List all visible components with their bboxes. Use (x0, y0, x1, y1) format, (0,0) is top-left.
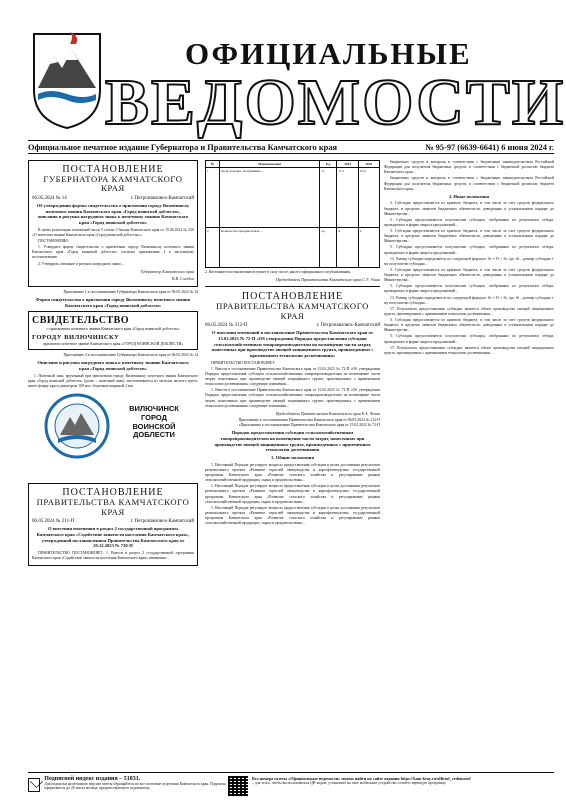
qr-code-icon[interactable] (228, 776, 248, 796)
paragraph: 3. Субсидия предоставляется из краевого бюджета, в том числе за счет средств федерального бюджета, в пределах лимитов бюджетных обязательств, доведенных в установленном порядке до Министерства... (384, 229, 554, 244)
paragraph: 1. Настоящий Порядок регулирует вопросы предоставления субсидии в целях достижения результатов регионального проекта «Развитие отраслей овощеводства и картофелеводства» государственной программы Камчатского края «Развитие сельского хозяйства и регулирование рынков сельскохозяйственной продукции, сырья и продовольствия»... (205, 484, 380, 504)
cert-title: СВИДЕТЕЛЬСТВО (32, 315, 130, 327)
doc-head: ПОСТАНОВЛЕНИЕ (62, 164, 164, 175)
section-title: 2. Иные положения (448, 193, 490, 199)
doc-sub: ГУБЕРНАТОРА КАМЧАТСКОГО КРАЯ (43, 174, 183, 194)
table-cell: ед. (320, 228, 337, 268)
order-title: Порядок предоставления субсидии сельскохозяйственным товаропроизводителям на возмещение части затрат, понесенных при производстве овощей защищенного грунта, произведенных с применением технологии досвечивания (214, 430, 371, 453)
middle-column (205, 160, 380, 527)
title-top: ОФИЦИАЛЬНЫЕ (185, 36, 472, 71)
table-header: № (206, 161, 220, 168)
table-row (206, 228, 380, 268)
cert-sub: о присвоении почетного звания Камчатского края «Город воинской доблести» (46, 326, 180, 332)
paragraph: ПРАВИТЕЛЬСТВО ПОСТАНОВЛЯЕТ: 1. Внести в раздел 2 государственной программы Камчатского края «Содействие занятости населения Камчатского края» изменения... (32, 551, 194, 561)
badge-caption: ВИЛЮЧИНСК ГОРОД ВОИНСКОЙ ДОБЛЕСТИ (129, 404, 179, 440)
paragraph: 17. Результатом предоставления субсидии является объем производства овощей защищенного грунта, произведенных с применением технологии досвечивания... (384, 306, 554, 316)
footer-online (228, 773, 554, 798)
cert-award: присвоено почетное звание Камчатского края «ГОРОД ВОИНСКОЙ ДОБЛЕСТИ» (42, 341, 184, 347)
doc-text (205, 361, 380, 409)
certificate (28, 311, 198, 350)
title-main: ВЕДОМОСТИ (105, 66, 566, 139)
doc-meta (32, 519, 194, 524)
paragraph: 5. Субсидия предоставляется получателям субсидии, отобранным по результатам отбора, проводимого в форме запроса предложений... (384, 284, 554, 294)
online-note: – для этого, чтобы воспользоваться QR-кодом, установите на свое мобильное устройство соответствующую программу. (252, 781, 447, 785)
badge-emblem-icon (44, 393, 110, 459)
issue-number: № 95-97 (6639-6641) 6 июня 2024 г. (425, 142, 554, 152)
table-header: 2024 (337, 161, 358, 168)
cert-city: ГОРОДУ ВИЛЮЧИНСКУ (32, 334, 120, 342)
paragraph: 1. Внести в постановление Правительства Камчатского края от 15.02.2023 № 72-П «Об утверждении Порядка предоставления субсидии сельскохозяйственным товаропроизводителям на возмещение части затрат, понесенных при производстве овощей защищенного грунта, произведенных с применением технологии досвечивания» следующие изменения... (205, 366, 380, 387)
paragraph: 2. Утвердить описание и рисунок нагрудного знака ... (38, 261, 125, 266)
doc-sub: ПРАВИТЕЛЬСТВА КАМЧАТСКОГО КРАЯ (216, 301, 369, 321)
subscribe-note: Для подписки на печатную версию газеты обращайтесь во все почтовые отделения Камчатского края. Подписка оформляется до 26 числа месяца, предшествующего подписному. (44, 782, 226, 790)
paragraph: 13. Размер субсидии определяется по следующей формуле: Si = Vi × St, где: Si – размер субсидии i-му получателю субсидии... (384, 295, 554, 305)
table-cell: Количество приоритетных ... (219, 228, 320, 268)
doc-date: 06.05.2024 № 211-П (32, 519, 75, 525)
table-cell: 19,0 (358, 168, 379, 228)
paragraph: 3. Субсидия предоставляется из краевого бюджета, в том числе за счет средств федерального бюджета, в пределах лимитов бюджетных обязательств, доведенных в установленном порядке до Министерства... (384, 318, 554, 333)
appendix2-note: Приложение 2 к постановлению Губернатора Камчатского края от 06.05.2024 № 14 (63, 353, 198, 358)
doc-text (384, 160, 554, 192)
governor-decree (28, 160, 198, 287)
doc-city: г. Петропавловск-Камчатский (130, 195, 194, 201)
appendix-note-2: «Приложение к постановлению Правительства Камчатского края от 15.02.2023 № 72-П (238, 422, 380, 427)
paragraph: 13. Размер субсидии определяется по следующей формуле: Si = Vi × St, где: Si – размер субсидии i-му получателю субсидии... (384, 256, 554, 266)
table-cell: 1 (206, 168, 220, 228)
form-title: Форма свидетельства о присвоении городу Вилючинску почетного звания Камчатского края «Город воинской доблести» (35, 296, 191, 308)
section-title: 1. Общие положения (271, 455, 314, 461)
table-row (206, 168, 380, 228)
order-text (205, 463, 380, 527)
paragraph: 5. Субсидия предоставляется получателям субсидии, отобранным по результатам отбора, проводимого в форме запроса предложений... (384, 245, 554, 255)
desc-text (28, 374, 198, 389)
table-cell: 17,1 (337, 168, 358, 228)
doc-title: Об утверждении формы свидетельства о присвоении городу Вилючинску почетного звания Камчатского края «Город воинской доблести», описания и рисунка нагрудного знака к почетному званию Камчатского края «Город воинской доблести» (36, 202, 190, 226)
left-column (28, 160, 198, 566)
government-decree-211 (28, 483, 198, 566)
doc-city: г. Петропавловск-Камчатский (316, 323, 380, 329)
doc-text (32, 551, 194, 561)
paragraph: 5. Субсидия предоставляется получателям субсидии, отобранным по результатам отбора, проводимого в форме запроса предложений... (384, 334, 554, 344)
kamchatka-emblem-icon (30, 30, 104, 130)
table-cell: 4 (358, 228, 379, 268)
online-text: Все номера газеты «Официальные ведомости» можно найти на сайте издания https://kam-kray.ru/official_vedomosti/ (252, 776, 471, 781)
paragraph: 1. Настоящий Порядок регулирует вопросы предоставления субсидии в целях достижения результатов регионального проекта «Развитие отраслей овощеводства и картофелеводства» государственной программы Камчатского края «Развитие сельского хозяйства и регулирование рынков сельскохозяйственной продукции, сырья и продовольствия»... (205, 505, 380, 526)
paragraph: 1. Настоящий Порядок регулирует вопросы предоставления субсидии в целях достижения результатов регионального проекта «Развитие отраслей овощеводства и картофелеводства» государственной программы Камчатского края «Развитие сельского хозяйства и регулирование рынков сельскохозяйственной продукции, сырья и продовольствия»... (205, 462, 380, 483)
footer-subscribe (28, 773, 228, 798)
indicator-table (205, 160, 380, 268)
table-header: 2025 (358, 161, 379, 168)
table-cell: 2 (206, 228, 220, 268)
paragraph: ПРАВИТЕЛЬСТВО ПОСТАНОВЛЯЕТ: (211, 360, 276, 365)
doc-text (32, 228, 194, 267)
table-note: 2. Настоящее постановление вступает в силу после дня его официального опубликования. (205, 270, 351, 274)
mail-icon (28, 778, 40, 792)
table-header-row (206, 161, 380, 168)
badge (28, 391, 198, 483)
masthead (0, 0, 566, 160)
paragraph: 3. Субсидия предоставляется из краевого бюджета, в том числе за счет средств федерального бюджета, в пределах лимитов бюджетных обязательств, доведенных в установленном порядке до Министерства... (384, 267, 554, 283)
subtitle: Официальное печатное издание Губернатора и Правительства Камчатского края (28, 142, 338, 152)
signature-role: Губернатор Камчатского края (140, 268, 194, 274)
table-cell: Доля граждан, получивших ... (219, 168, 320, 228)
subtitle-bar (28, 140, 554, 154)
doc-title: О внесении изменения в раздел 2 государственной программы Камчатского края «Содействие занятости населения Камчатского края», утвержденной постановлением Правительства Камчатского края от 29.12.2023 № 720-П (36, 526, 190, 549)
paragraph: 1. Утвердить форму свидетельства о присвоении городу Вилючинску почетного звания Камчатского края «Город воинской доблести» согласно приложению 1 к настоящему постановлению. (32, 245, 194, 260)
paragraph: 3. Субсидия предоставляется из краевого бюджета, в том числе за счет средств федерального бюджета, в пределах лимитов бюджетных обязательств, доведенных в установленном порядке до Министерства... (384, 201, 554, 216)
paragraph: 5. Субсидия предоставляется получателям субсидии, отобранным по результатам отбора, проводимого в форме запроса предложений... (384, 217, 554, 227)
table-header: Ед. (320, 161, 337, 168)
subscribe-index: Подписной индекс издания – 51831. (44, 776, 141, 782)
appendix-note: Приложение 1 к постановлению Губернатора Камчатского края от 06.05.2024 № 14 (63, 289, 198, 294)
right-column (384, 160, 554, 357)
doc-date: 06.05.2024 № 212-П (205, 323, 248, 329)
doc-title: О внесении изменений в постановление Правительства Камчатского края от 15.02.2023 № 72-П «Об утверждении Порядка предоставления субсидии сельскохозяйственным товаропроизводителям на возмещение части затрат, понесенных при производстве овощей защищенного грунта, произведенных с применением технологии досвечивания» (211, 330, 374, 358)
doc-meta (205, 323, 380, 328)
footer (28, 772, 554, 798)
doc-city: г. Петропавловск-Камчатский (130, 519, 194, 525)
table-header: Наименование (219, 161, 320, 168)
paragraph: 17. Результатом предоставления субсидии является объем производства овощей защищенного грунта, произведенных с применением технологии досвечивания... (384, 345, 554, 355)
paragraph: бюджетных средств и контроля в соответствии с бюджетным законодательством Российской Федерации для получателя бюджетных средств, в соответствии с бюджетной росписью бюджета Камчатского края... (384, 176, 554, 191)
paragraph: 1. Почетный знак, врученный при присвоении городу Вилючинску почетного звания Камчатского края «Город воинской доблести» (далее – почетный знак), изготавливается из металла желтого цвета, имеет форму круга диаметром 100 мм с бортиком шириной 2 мм. (28, 373, 198, 389)
paragraph: ПОСТАНОВЛЯЮ: (38, 239, 69, 244)
table-cell: 4 (337, 228, 358, 268)
paragraph: В целях реализации положений части 5 статьи 3 Закона Камчатского края от 15.06.2024 № 350 «О почетном звании Камчатского края «Город воинской доблести»» (32, 227, 194, 237)
signature-name: В.В. Солодов (172, 275, 194, 281)
doc-head: ПОСТАНОВЛЕНИЕ (241, 291, 344, 303)
doc-sub: ПРАВИТЕЛЬСТВА КАМЧАТСКОГО КРАЯ (36, 497, 190, 517)
divider (205, 286, 380, 287)
paragraph: 1. Внести в постановление Правительства Камчатского края от 15.02.2023 № 72-П «Об утверждении Порядка предоставления субсидии сельскохозяйственным товаропроизводителям на возмещение части затрат, понесенных при производстве овощей защищенного грунта, произведенных с применением технологии досвечивания» следующие изменения... (205, 388, 380, 408)
signature: Председатель Правительства Камчатского края Е.А. Чекин (275, 410, 380, 416)
doc-meta (32, 196, 194, 201)
doc-head: ПОСТАНОВЛЕНИЕ (62, 487, 164, 499)
appendix-note: Приложение к постановлению Правительства Камчатского края от 06.05.2024 № 212-П (238, 417, 380, 422)
doc-text (384, 201, 554, 356)
doc-date: 06.05.2024 № 14 (32, 195, 67, 201)
signature: Председатель Правительства Камчатского края С.Э. Ушан (276, 277, 380, 283)
paragraph: бюджетных средств и контроля в соответствии с бюджетным законодательством Российской Федерации для получателя бюджетных средств, в соответствии с бюджетной росписью бюджета Камчатского края... (384, 160, 554, 175)
desc-title: Описание и рисунок нагрудного знака к почетному званию Камчатского края «Город воинской доблести» (37, 360, 189, 372)
table-cell: % (320, 168, 337, 228)
